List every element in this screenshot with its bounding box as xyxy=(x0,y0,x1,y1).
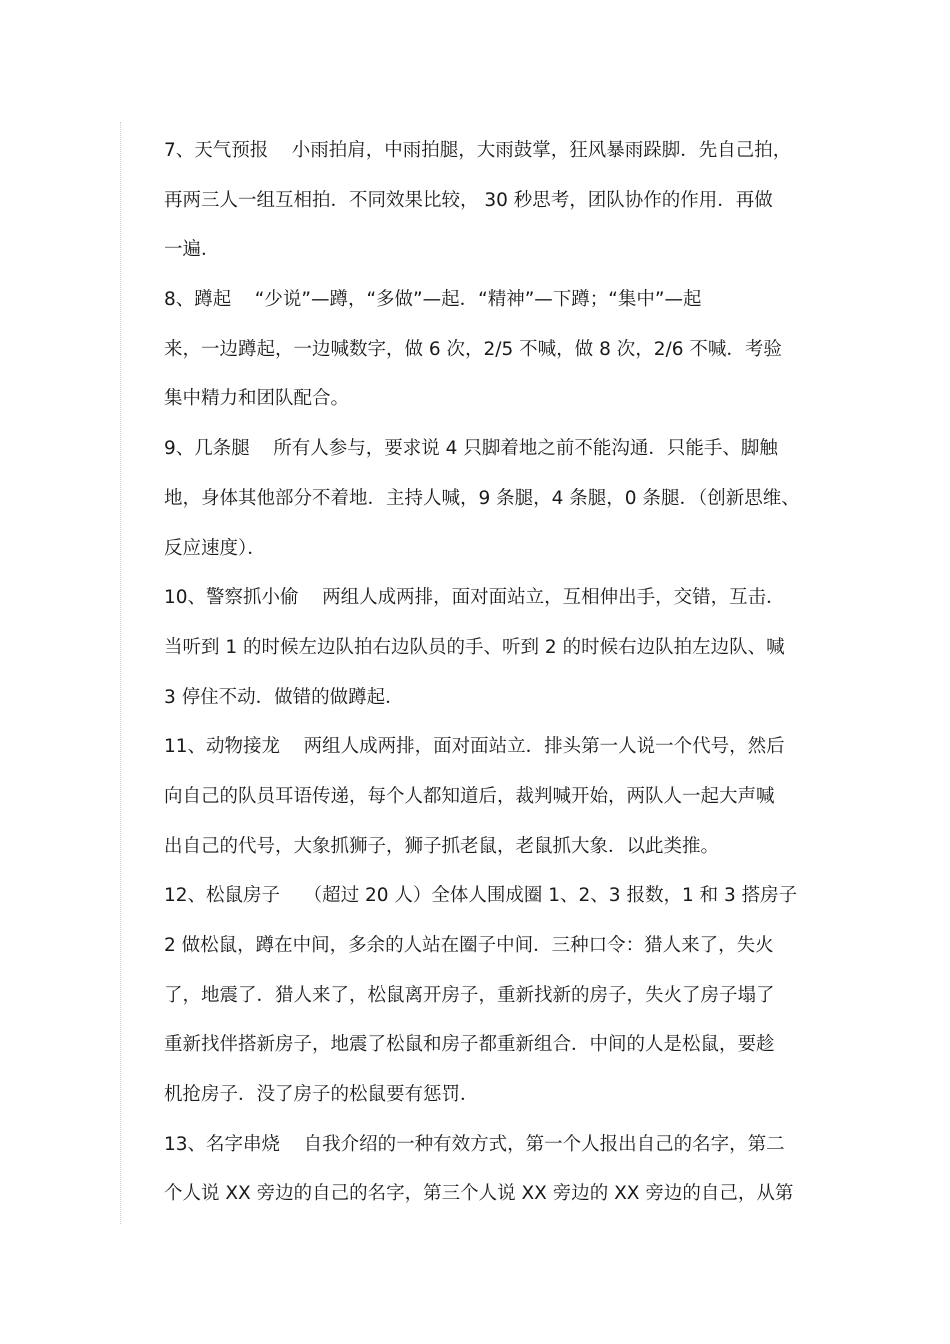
text-line: 地，身体其他部分不着地．主持人喊，9 条腿，4 条腿，0 条腿．（创新思维、 xyxy=(164,487,800,509)
text-line: 9、几条腿 所有人参与，要求说 4 只脚着地之前不能沟通．只能手、脚触 xyxy=(164,438,778,460)
text-line: 机抢房子．没了房子的松鼠要有惩罚． xyxy=(164,1084,479,1106)
text-line: 向自己的队员耳语传递，每个人都知道后，裁判喊开始，两队人一起大声喊 xyxy=(164,785,775,807)
text-line: 10、警察抓小偷 两组人成两排，面对面站立，互相伸出手，交错，互击． xyxy=(164,587,785,609)
text-line: 了，地震了．猎人来了，松鼠离开房子，重新找新的房子，失火了房子塌了 xyxy=(164,984,775,1006)
text-line: 一遍． xyxy=(164,239,220,261)
text-line: 反应速度）． xyxy=(164,537,266,559)
text-line: 集中精力和团队配合。 xyxy=(164,388,350,410)
text-line: 来，一边蹲起，一边喊数字，做 6 次，2/5 不喊，做 8 次，2/6 不喊．考验 xyxy=(164,338,782,360)
text-line: 7、天气预报 小雨拍肩，中雨拍腿，大雨鼓掌，狂风暴雨跺脚．先自己拍， xyxy=(164,140,792,161)
text-line: 个人说 XX 旁边的自己的名字，第三个人说 XX 旁边的 XX 旁边的自己，从第 xyxy=(164,1183,794,1205)
text-line: 再两三人一组互相拍．不同效果比较， 30 秒思考，团队协作的作用．再做 xyxy=(164,189,773,211)
text-line: 3 停住不动．做错的做蹲起． xyxy=(164,686,404,708)
text-line: 2 做松鼠，蹲在中间，多余的人站在圈子中间．三种口令：猎人来了，失火 xyxy=(164,935,774,956)
text-line: 当听到 1 的时候左边队拍右边队员的手、听到 2 的时候右边队拍左边队、喊 xyxy=(164,636,785,658)
text-line: 出自己的代号，大象抓狮子，狮子抓老鼠，老鼠抓大象．以此类推。 xyxy=(164,835,720,857)
document-body xyxy=(164,126,824,1219)
text-line: 11、动物接龙 两组人成两排，面对面站立．排头第一人说一个代号，然后 xyxy=(164,736,785,758)
text-line: 12、松鼠房子 （超过 20 人）全体人围成圈 1、2、3 报数，1 和 3 搭房子 xyxy=(164,885,798,907)
text-line: 8、蹲起 “少说”—蹲，“多做”—起．“精神”—下蹲；“集中”—起 xyxy=(164,289,702,311)
margin-rule xyxy=(120,122,121,1224)
text-line: 13、名字串烧 自我介绍的一种有效方式，第一个人报出自己的名字，第二 xyxy=(164,1133,785,1155)
text-line: 重新找伴搭新房子，地震了松鼠和房子都重新组合．中间的人是松鼠，要趁 xyxy=(164,1034,775,1056)
